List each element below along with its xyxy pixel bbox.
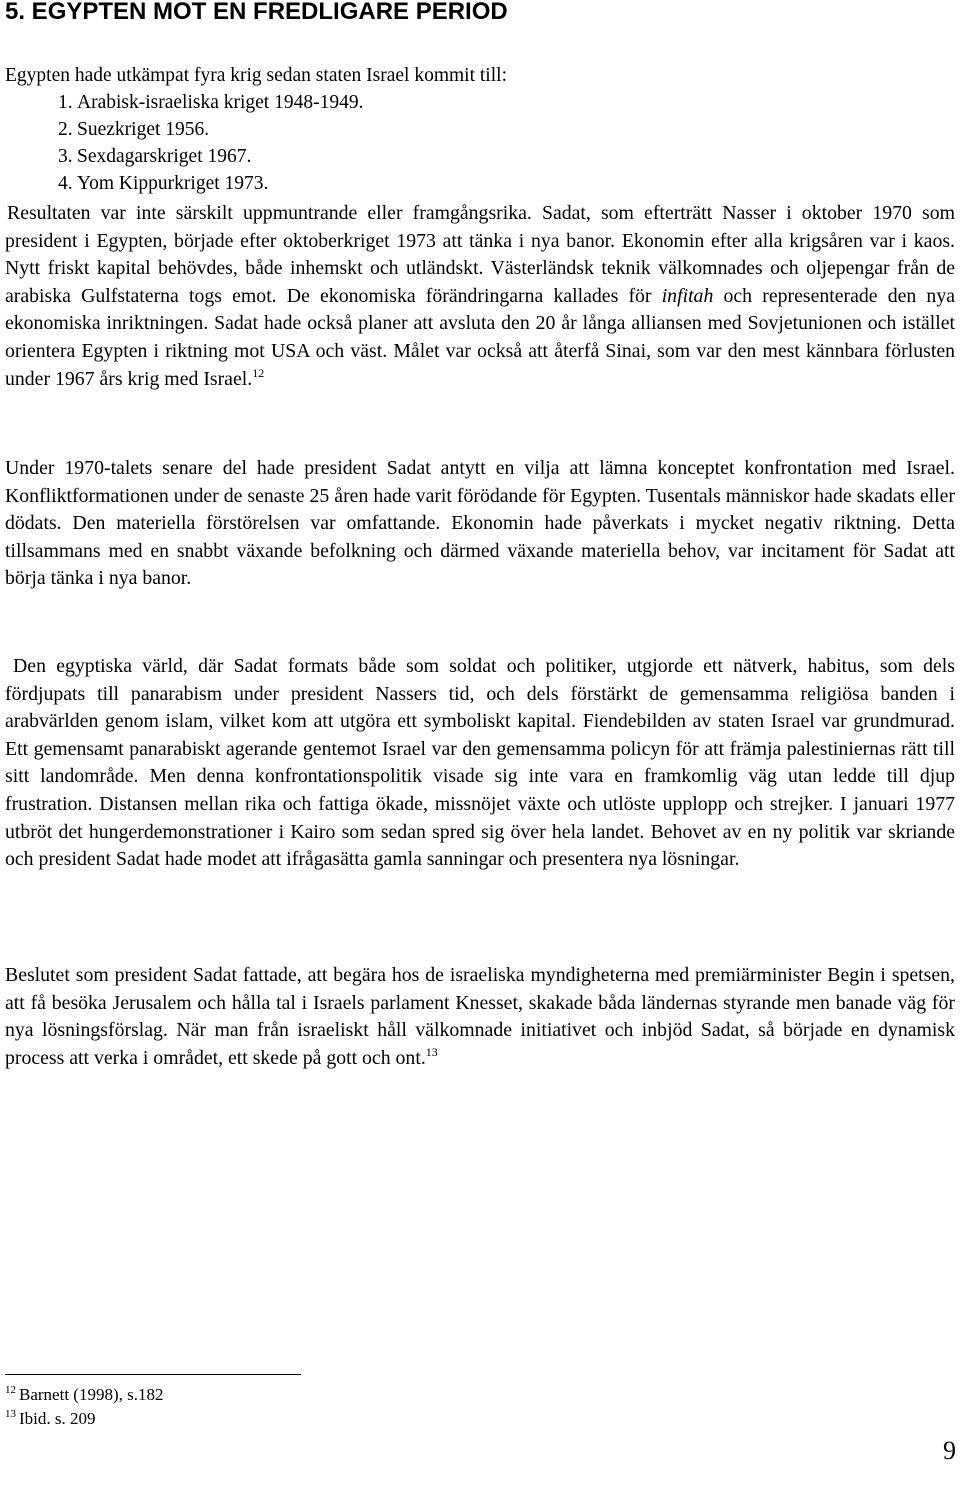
paragraph-3: Den egyptiska värld, där Sadat formats både som soldat och politiker, utgjorde ett nätverk, habitus, som dels fördjupats till panarabism under president Nassers tid, och dels förstärkt de gemensamma religiösa banden i arabvärlden genom islam, vilket kom att utgöra ett symboliskt kapital. Fiendebilden av staten Israel var grundmurad. Ett gemensamt panarabiskt agerande gentemot Israel var den gemensamma policyn för att främja palestiniernas rätt till sitt landområde. Men denna konfrontationspolitik visade sig inte vara en framkomlig väg utan ledde till djup frustration. Distansen mellan rika och fattiga ökade, missnöjet växte och utlöste upplopp och strejker. I januari 1977 utbröt det hungerdemonstrationer i Kairo som sedan spred sig över hela landet. Behovet av en ny politik var skriande och president Sadat hade modet att ifrågasätta gamla sanningar och presentera nya lösningar. (5, 655, 955, 871)
list-item-number: 2. (58, 119, 73, 140)
list-item-text: Suezkriget 1956. (77, 119, 210, 140)
footnote-number: 12 (5, 1384, 16, 1396)
footnote-ref-12[interactable]: 12 (252, 365, 265, 380)
paragraph-4 (5, 962, 955, 1072)
footnote-13 (5, 1407, 163, 1431)
list-item (58, 143, 363, 170)
footnote-separator (5, 1374, 301, 1375)
paragraph-2: Under 1970-talets senare del hade president Sadat antytt en vilja att lämna konceptet konfrontation med Israel. Konfliktformationen under de senaste 25 åren hade varit förödande för Egypten. Tusentals människor hade skadats eller dödats. Den materiella förstörelsen var omfattande. Ekonomin hade påverkats i mycket negativ riktning. Detta tillsammans med en snabbt växande befolkning och därmed växande materiella behov, var incitament för Sadat att börja tänka i nya banor. (5, 457, 955, 590)
list-item-number: 4. (58, 173, 73, 194)
footnote-12 (5, 1383, 163, 1407)
paragraph-1 (5, 200, 955, 393)
paragraph-4-text: Beslutet som president Sadat fattade, att begära hos de israeliska myndigheterna med premiärminister Begin i spetsen, att få besöka Jerusalem och hålla tal i Israels parlament Knesset, skakade båda ländernas styrande men banade väg för nya lösningsförslag. När man från israeliskt håll välkomnade initiativet och inbjöd Sadat, så började en dynamisk process att verka i området, ett skede på gott och ont. (5, 964, 955, 1069)
section-heading: 5. EGYPTEN MOT EN FREDLIGARE PERIOD (5, 0, 508, 25)
footnotes (5, 1383, 163, 1431)
paragraph-1-text: Resultaten var inte särskilt uppmuntrande eller framgångsrika. Sadat, som efterträtt Nasser i oktober 1970 som president i Egypten, började efter oktoberkriget 1973 att tänka i nya banor. Ekonomin efter alla krigsåren var i kaos. Nytt friskt kapital behövdes, både inhemskt och utländskt. Västerländsk teknik välkomnades och oljepengar från de arabiska Gulfstaterna togs emot. De ekonomiska förändringarna kallades för (5, 202, 955, 307)
list-item-number: 1. (58, 92, 73, 113)
italic-term: infitah (661, 284, 714, 307)
list-item-number: 3. (58, 146, 73, 167)
footnote-text: Ibid. s. 209 (19, 1409, 96, 1428)
list-item (58, 116, 363, 143)
list-item-text: Yom Kippurkriget 1973. (77, 173, 269, 194)
footnote-text: Barnett (1998), s.182 (19, 1385, 164, 1404)
paragraph-1-continuation: och representerade den nya ekonomiska inriktningen. Sadat hade också planer att avsluta den 20 år långa alliansen med Sovjetunionen och istället orientera Egypten i riktning mot USA och väst. Målet var också att återfå Sinai, som var den mest kännbara förlusten under 1967 års krig med Israel. (5, 284, 955, 390)
list-item-text: Arabisk-israeliska kriget 1948-1949. (77, 92, 364, 113)
list-item (58, 89, 363, 116)
page-number: 9 (943, 1436, 956, 1465)
list-item-text: Sexdagarskriget 1967. (77, 146, 252, 167)
intro-line: Egypten hade utkämpat fyra krig sedan staten Israel kommit till: (5, 65, 507, 86)
footnote-number: 13 (5, 1408, 16, 1420)
footnote-ref-13[interactable]: 13 (425, 1044, 438, 1059)
wars-list (58, 89, 363, 197)
list-item (58, 170, 363, 197)
